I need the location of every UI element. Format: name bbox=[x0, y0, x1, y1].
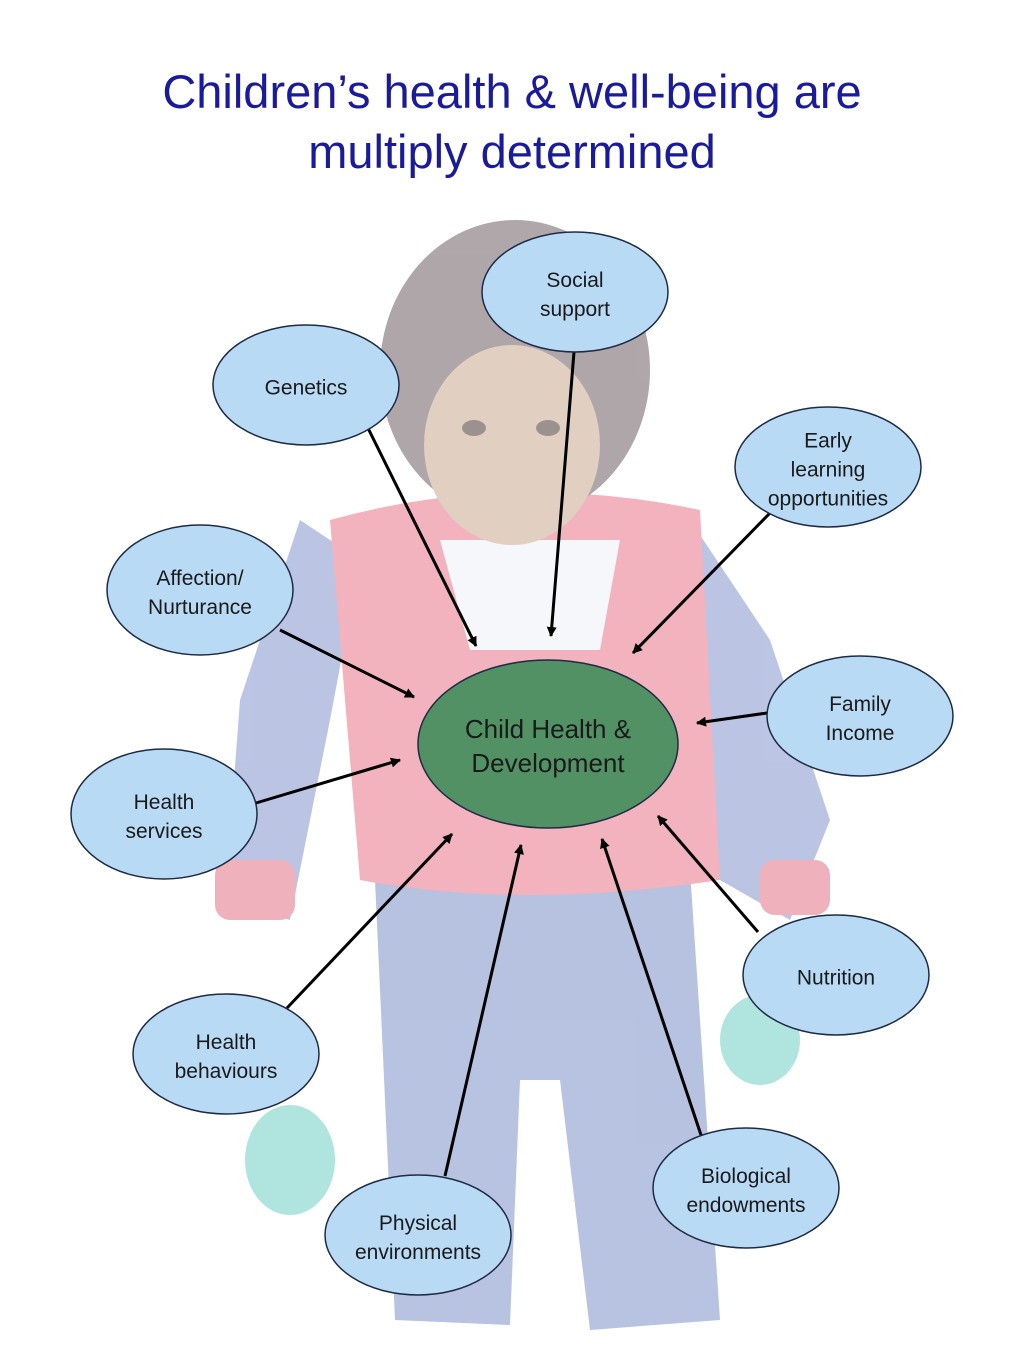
node-label-physical-environments-line-2: environments bbox=[354, 1241, 482, 1265]
center-label-line-2: Development bbox=[471, 748, 625, 779]
node-genetics bbox=[213, 325, 399, 445]
node-label-affection-nurturance-line-2: Nurturance bbox=[148, 596, 252, 620]
node-label-social-support-line-1: Social bbox=[546, 269, 604, 293]
node-physical-environments bbox=[325, 1175, 511, 1295]
node-biological-endowments bbox=[653, 1128, 839, 1248]
node-label-health-behaviours-line-2: behaviours bbox=[174, 1060, 278, 1084]
node-label-family-income-line-2: Income bbox=[825, 722, 895, 746]
node-label-affection-nurturance-line-1: Affection/ bbox=[156, 567, 244, 591]
node-label-genetics-line-1: Genetics bbox=[264, 376, 348, 400]
node-label-health-services-line-1: Health bbox=[133, 791, 195, 815]
node-label-biological-endowments-line-1: Biological bbox=[701, 1165, 791, 1189]
node-label-biological-endowments-line-2: endowments bbox=[686, 1194, 806, 1218]
node-label-family-income-line-1: Family bbox=[829, 693, 891, 717]
node-label-early-learning-opportunities-line-1: Early bbox=[804, 429, 852, 453]
node-label-nutrition-line-1: Nutrition bbox=[796, 966, 876, 990]
node-label-physical-environments-line-1: Physical bbox=[378, 1212, 458, 1236]
node-label-health-behaviours-line-1: Health bbox=[195, 1031, 257, 1055]
node-health-behaviours bbox=[133, 994, 319, 1114]
node-social-support bbox=[482, 232, 668, 352]
title-line-2: multiply determined bbox=[308, 125, 716, 178]
title-line-1: Children’s health & well-being are bbox=[162, 65, 862, 118]
center-node-child-health-development bbox=[418, 660, 678, 828]
center-label-line-1: Child Health & bbox=[464, 714, 632, 745]
node-family-income bbox=[767, 656, 953, 776]
node-label-health-services-line-2: services bbox=[125, 820, 203, 844]
node-label-early-learning-opportunities-line-3: opportunities bbox=[767, 487, 889, 511]
node-affection-nurturance bbox=[107, 525, 293, 655]
slide-title bbox=[0, 62, 1024, 182]
node-label-early-learning-opportunities-line-2: learning bbox=[790, 458, 866, 482]
node-health-services bbox=[71, 749, 257, 879]
node-nutrition bbox=[743, 915, 929, 1035]
node-early-learning-opportunities bbox=[735, 407, 921, 527]
node-label-social-support-line-2: support bbox=[539, 298, 611, 322]
